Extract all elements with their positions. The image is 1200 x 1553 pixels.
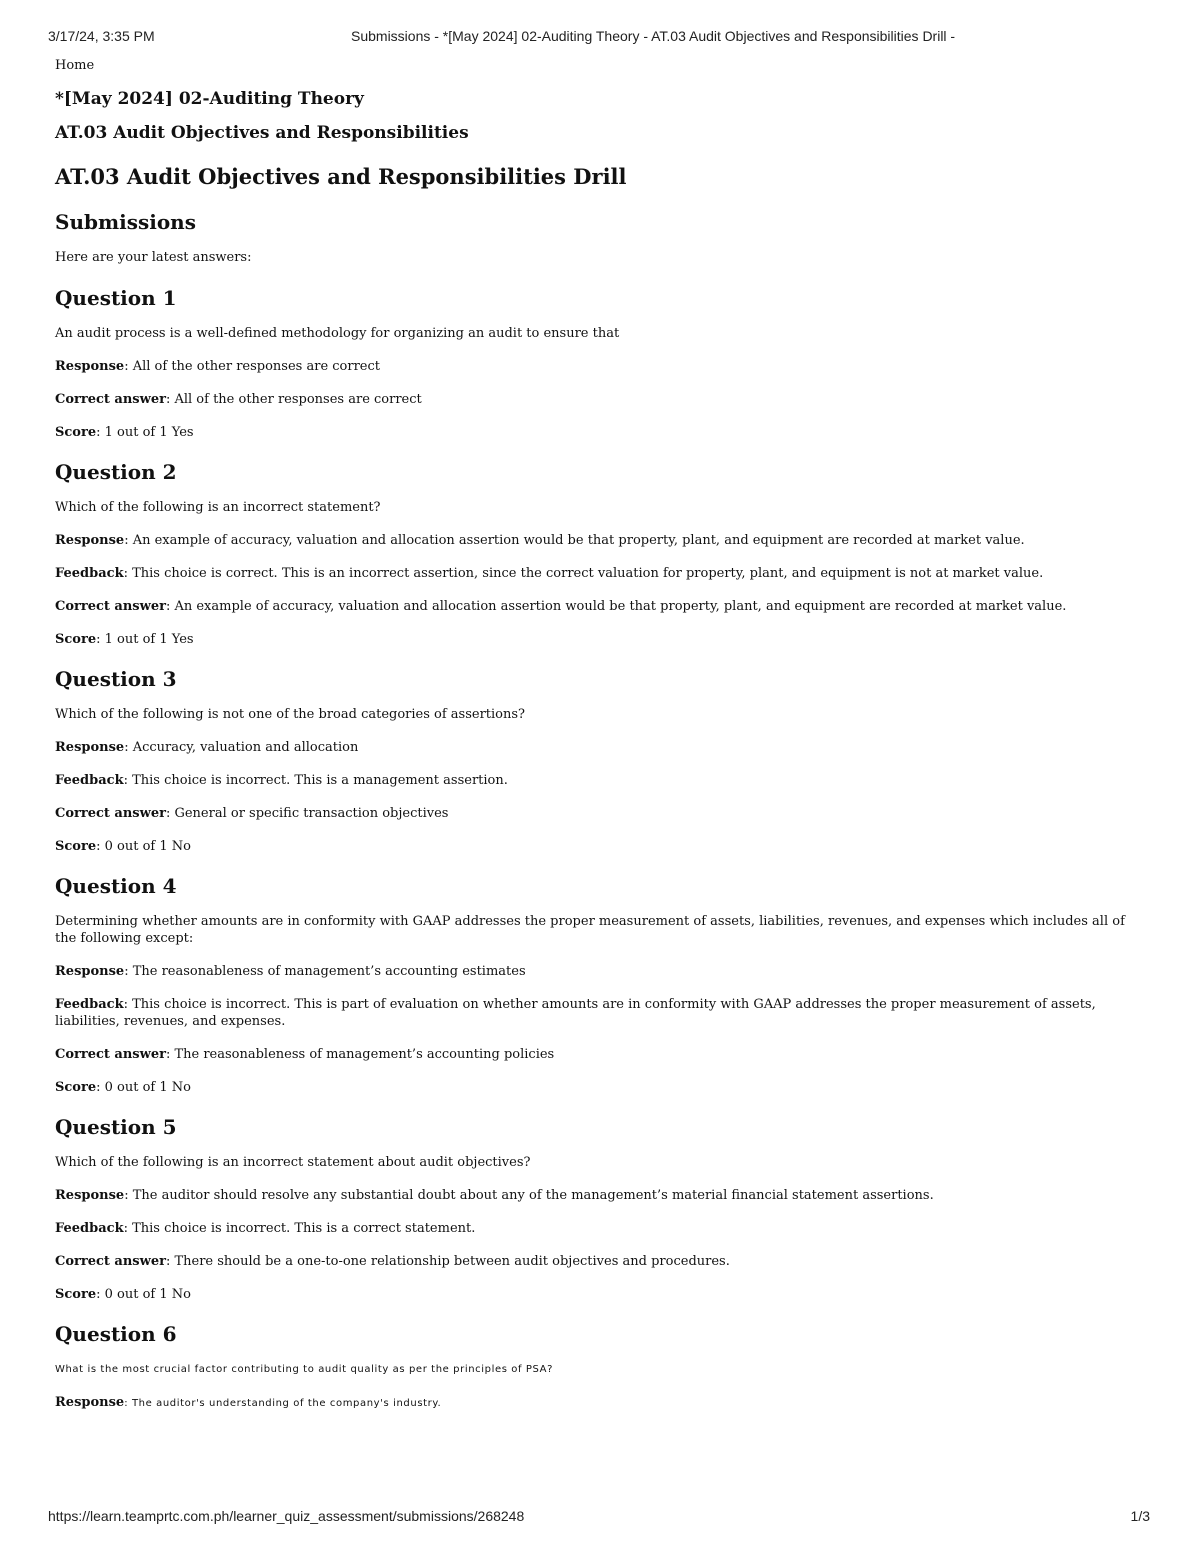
question-6 [55,1321,1145,1412]
question-4 [55,873,1145,1096]
response-label: Response [55,1188,125,1203]
correct-answer-row [55,1253,1145,1270]
question-text: An audit process is a well-defined methodology for organizing an audit to ensure that [55,326,620,341]
correct-answer-value: : General or specific transaction objectives [165,806,449,821]
score-value: : 0 out of 1 No [96,1287,191,1302]
question-title: Question 2 [55,460,177,484]
correct-answer-row [55,805,1145,822]
question-text: Which of the following is not one of the broad categories of assertions? [55,707,526,722]
score-label: Score [55,425,97,440]
score-value: : 1 out of 1 Yes [96,425,194,440]
score-label: Score [55,1080,97,1095]
score-row [55,1286,1145,1303]
print-datetime: 3/17/24, 3:35 PM [48,28,155,44]
score-value: : 0 out of 1 No [96,839,191,854]
response-value: : The auditor should resolve any substantial doubt about any of the management’s material financial statement assertions. [124,1188,934,1203]
print-page-number: 1/3 [1130,1508,1150,1524]
feedback-value: : This choice is incorrect. This is a correct statement. [123,1221,476,1236]
breadcrumb-module[interactable]: AT.03 Audit Objectives and Responsibilities [55,123,469,143]
home-link[interactable]: Home [55,58,95,73]
score-row [55,838,1145,855]
question-text: Which of the following is an incorrect statement? [55,500,381,515]
section-title: Submissions [55,210,196,234]
response-row [55,1187,1145,1204]
question-text: Which of the following is an incorrect statement about audit objectives? [55,1155,531,1170]
feedback-label: Feedback [55,773,124,788]
response-row [55,1394,1145,1412]
intro-text: Here are your latest answers: [55,250,252,265]
score-label: Score [55,632,97,647]
correct-answer-label: Correct answer [55,1047,166,1062]
question-text: Determining whether amounts are in conformity with GAAP addresses the proper measurement of assets, liabilities, revenues, and expenses which includes all of the following except: [55,914,1125,946]
question-3 [55,666,1145,855]
print-footer [48,1508,1150,1528]
response-value: : Accuracy, valuation and allocation [124,740,359,755]
response-label: Response [55,533,125,548]
response-label: Response [55,740,125,755]
response-row [55,963,1145,980]
feedback-value: : This choice is correct. This is an incorrect assertion, since the correct valuation for property, plant, and equipment is not at market value. [123,566,1044,581]
response-value: : The reasonableness of management’s accounting estimates [124,964,526,979]
correct-answer-value: : The reasonableness of management’s accounting policies [165,1047,555,1062]
feedback-row [55,1220,1145,1237]
correct-answer-value: : All of the other responses are correct [165,392,422,407]
feedback-row [55,996,1145,1030]
response-label: Response [55,1395,125,1410]
print-url: https://learn.teamprtc.com.ph/learner_quiz_assessment/submissions/268248 [48,1508,525,1524]
response-value: : All of the other responses are correct [124,359,381,374]
feedback-label: Feedback [55,566,124,581]
response-row [55,358,1145,375]
score-row [55,424,1145,441]
print-header [48,28,1152,48]
score-value: : 1 out of 1 Yes [96,632,194,647]
feedback-value: : This choice is incorrect. This is part of evaluation on whether amounts are in conformity with GAAP addresses the proper measurement of assets, liabilities, revenues, and expenses. [55,997,1096,1029]
score-label: Score [55,1287,97,1302]
question-title: Question 4 [55,874,177,898]
question-1 [55,285,1145,441]
question-2 [55,459,1145,648]
correct-answer-row [55,1046,1145,1063]
feedback-row [55,565,1145,582]
correct-answer-row [55,598,1145,615]
feedback-value: : This choice is incorrect. This is a management assertion. [123,773,508,788]
score-row [55,631,1145,648]
main-content [55,54,1145,1412]
response-label: Response [55,964,125,979]
score-value: : 0 out of 1 No [96,1080,191,1095]
correct-answer-label: Correct answer [55,1254,166,1269]
question-text: What is the most crucial factor contributing to audit quality as per the principles of PSA? [55,1364,554,1375]
score-row [55,1079,1145,1096]
correct-answer-label: Correct answer [55,599,166,614]
question-title: Question 5 [55,1115,177,1139]
score-label: Score [55,839,97,854]
correct-answer-value: : There should be a one-to-one relationship between audit objectives and procedures. [165,1254,730,1269]
feedback-label: Feedback [55,1221,124,1236]
feedback-label: Feedback [55,997,124,1012]
correct-answer-row [55,391,1145,408]
print-document-title: Submissions - *[May 2024] 02-Auditing Theory - AT.03 Audit Objectives and Responsibilities Drill - [351,28,956,44]
response-label: Response [55,359,125,374]
response-value: : An example of accuracy, valuation and allocation assertion would be that property, plant, and equipment are recorded at market value. [124,533,1025,548]
breadcrumb-course[interactable]: *[May 2024] 02-Auditing Theory [55,89,364,109]
feedback-row [55,772,1145,789]
page-title: AT.03 Audit Objectives and Responsibilities Drill [55,164,627,189]
correct-answer-value: : An example of accuracy, valuation and allocation assertion would be that property, plant, and equipment are recorded at market value. [165,599,1067,614]
question-title: Question 6 [55,1322,177,1346]
correct-answer-label: Correct answer [55,806,166,821]
question-title: Question 1 [55,286,177,310]
question-5 [55,1114,1145,1303]
response-row [55,532,1145,549]
response-row [55,739,1145,756]
question-title: Question 3 [55,667,177,691]
correct-answer-label: Correct answer [55,392,166,407]
response-value: : The auditor's understanding of the company's industry. [124,1398,442,1409]
